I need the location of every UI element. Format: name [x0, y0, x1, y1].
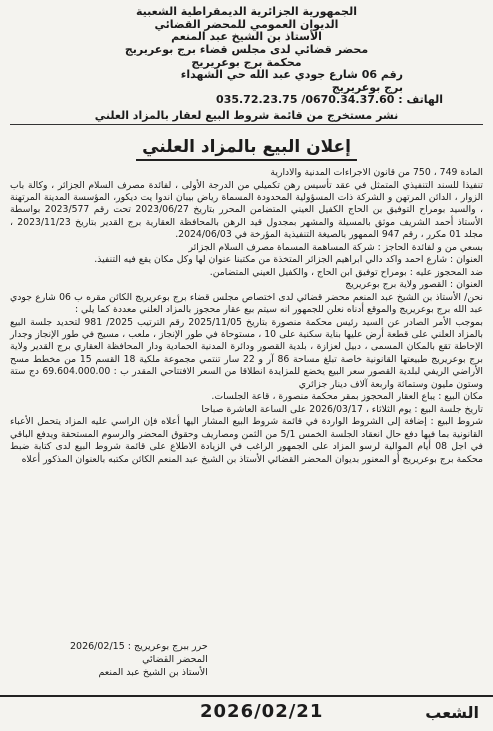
- paragraph-sale-conditions: شروط البيع : إضافة إلى الشروط الواردة في قائمة شروط البيع المشار اليها أعلاه فإن الراسي عليه المزاد يتحمل الأعباء القانونية بما فيها دفع حال انعقاد الجلسة الخمس 5/1 من الثمن ومصاريف وحقوق المحضر والرسوم المستحقة ويدفع الباقي في اجل 08 أيام الموالية لرسو المزاد على الجمهور الراغب في الزيادة الاطلاع على قائمة شروط البيع لدى كتابة ضبط محكمة برج بوعريريج أو المعنور بديوان المحضر القضائي الأستاذ بن الشيخ عبد المنعم الكائن مكتبه بالعنوان المذكور أعلاه: [10, 416, 484, 465]
- notice-body: [10, 167, 483, 466]
- paragraph-sale-date: تاريخ جلسة البيع : يوم الثلاثاء ، 2026/03/17 على الساعة العاشرة صباحا: [201, 403, 483, 415]
- bailiff-name: الأستاذ بن الشيخ عبد المنعم: [171, 30, 322, 44]
- signature-name: الأستاذ بن الشيخ عبد المنعم: [98, 666, 208, 678]
- paragraph-creditor-address: العنوان : شارع احمد واكد دالي ابراهيم الجزائر المتخذة من مكتبنا عنوان لها وكل مكان يقع فيه التنفيذ.: [94, 254, 483, 266]
- paragraph-property: بموجب الأمر الصادر عن السيد رئيس محكمة منصورة بتاريخ 2025/11/05 رقم الترتيب 2025/ 981 لتحديد جلسة البيع بالمزاد العلني على قطعة أرض عليها بناية سكنية على 10 ، مستوحاة في طور الإنجاز ، ملعب ، مسيج في طور الإنجاز وجدار الإحاطة تقع بالمكان المسمى ، دبيل لعزازة ، بلدية القصور ودائرة المدنية الحمادية ودار المحافظة العقاري برج القدير ولاية برج بوعريريج طبيعتها القانونية خاصة تبلغ مساحة 86 آر و 22 سار تنتمي مجموعة ملكية 18 القسم 15 من مخطط مسح الأراضي الريفي لبلدية القصور سعر البيع يخضع للمزايدة انطلاقا من السعر الافتتاحي المقدر ب : 69.604.000.00 دج ستة وستون مليون وستمائة واربعة آلاف دينار جزائري: [10, 316, 484, 390]
- signature-block: [70, 641, 208, 679]
- publication-date: 2026/02/21: [200, 701, 324, 722]
- paragraph-debtor-address: العنوان : القصور ولاية برج بوعريريج: [345, 279, 483, 291]
- court-name: محكمة برج بوعريريج: [191, 55, 302, 69]
- office-phone: الهاتف : 0670.34.37.60/ 035.72.23.75: [216, 93, 443, 107]
- office-city: برج بوعريريج: [331, 80, 403, 94]
- state-name: الجمهورية الجزائرية الديمقراطية الشعبية: [136, 5, 357, 18]
- bailiff-jurisdiction: محضر قضائي لدى مجلس قضاء برج بوعريريج: [124, 42, 369, 56]
- paragraph-enforcement: تنفيذا للسند التنفيذي المتمثل في عقد تأسيس رهن تكميلي من الدرجة الأولى ، لفائدة مصرف السلام الجزائر ، وكالة باب الزوار ، الدائن المرتهن و الشركة ذات المسؤولية المحدودة المسماة رياض بيبان اندوا يت ديكور، المؤسسة المدينة المرتهنة ، والسيد بومراح التوفيق بن الحاج الكفيل العيني المتضامن المحرر بتاريخ 2023/06/27 تحت رقم 2023/577 بواسطة الأستاذ أحمد الشريف موثق بالمسيلة والمشهر بمجدول قيد الرهن بالمحافظة العقارية برج القدير بتاريخ 2023/11/23 ، مجلد 01 مكرر ، رقم 947 الممهور بالصيغة التنفيذية المؤرخة في 2024/06/03.: [10, 179, 483, 241]
- paragraph-debtor: ضد المحجوز عليه : بومراح توفيق ابن الحاج ، والكفيل العيني المتضامن.: [209, 266, 483, 278]
- paragraph-bailiff: نحن/ الأستاذ بن الشيخ عبد المنعم محضر قضائي لدى اختصاص مجلس قضاء برج بوعريريج الكائن مقره ب 06 شارع جودي عبد الله برج بوعريريج والموقع أدناه نعلن للجمهور انه سيتم بيع عقار محجوز بالمزاد العلني معددة كما يلي :: [10, 291, 483, 316]
- notice-header: [10, 6, 483, 107]
- notice-title: إعلان البيع بالمزاد العلني: [136, 137, 357, 161]
- paragraph-sale-place: مكان البيع : يباع العقار المحجوز بمقر محكمة منصورة ، قاعة الجلسات.: [211, 391, 483, 403]
- signature-role: المحضر القضائي: [142, 653, 208, 665]
- office-address: رقم 06 شارع جودي عبد الله حي الشهداء: [180, 68, 403, 82]
- paragraph-creditor: بسعي من و لفائدة الحاجز : شركة المساهمة المسماة مصرف السلام الجزائر: [188, 241, 483, 253]
- office-name: الديوان العمومي للمحضر القضائي: [154, 17, 339, 31]
- legal-reference: المادة 749 ، 750 من قانون الاجراءات المدنية والادارية: [270, 167, 483, 179]
- newspaper-name: الشعب: [425, 703, 479, 722]
- extract-line: نشر مستخرج من قائمة شروط البيع لعقار بالمزاد العلني: [10, 109, 483, 125]
- newspaper-footer: [0, 695, 493, 731]
- signature-place-date: حرر ببرج بوعريريج : 2026/02/15: [70, 641, 208, 652]
